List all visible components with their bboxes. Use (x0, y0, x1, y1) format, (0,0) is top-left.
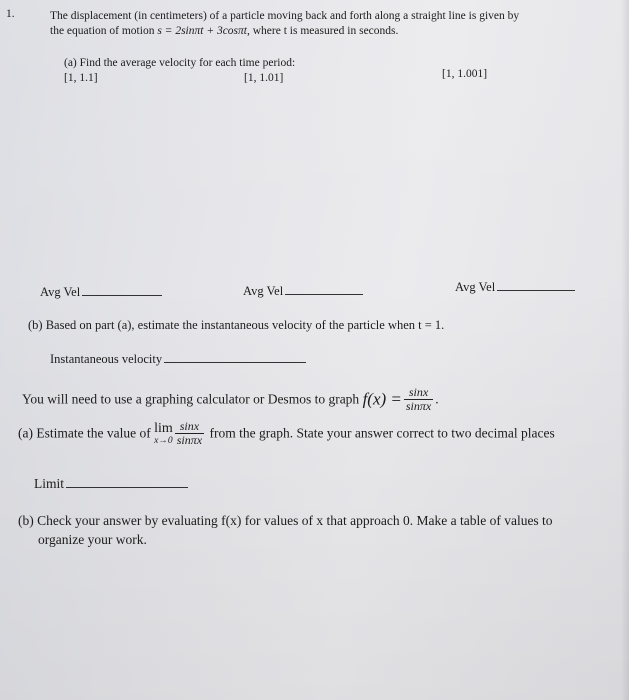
limit-numerator: sinx (175, 420, 204, 434)
limit-operator (154, 422, 173, 446)
avg-vel-2 (243, 284, 363, 299)
fraction-denominator: sinπx (405, 399, 432, 413)
problem-number: 1. (6, 8, 15, 20)
avg-vel-label: Avg Vel (40, 285, 81, 299)
avg-vel-1-blank[interactable] (82, 294, 162, 296)
sentence-period: . (435, 391, 439, 407)
stem-prefix: the equation of motion (50, 25, 158, 37)
limit-denominator: sinπx (176, 433, 203, 447)
part-a-prefix: (a) Estimate the value of (18, 425, 155, 441)
motion-equation: s = 2sinπt + 3cosπt (157, 25, 247, 37)
part-b2-line1: (b) Check your answer by evaluating f(x) for values of x that approach 0. Make a table of values to (18, 513, 553, 528)
limit-label: Limit (34, 476, 64, 491)
interval-3: [1, 1.001] (442, 68, 488, 80)
function-fraction (404, 386, 433, 413)
lim-subscript: x→0 (154, 435, 173, 446)
inst-vel-label: Instantaneous velocity (50, 352, 163, 366)
part-b2-line2: organize your work. (38, 532, 147, 547)
avg-vel-3-blank[interactable] (497, 289, 575, 291)
avg-vel-1 (40, 285, 162, 300)
limit-fraction (175, 420, 204, 447)
part-a-label: (a) Find the average velocity for each time period: (64, 57, 296, 69)
fraction-numerator: sinx (404, 386, 433, 400)
interval-1: [1, 1.1] (64, 72, 98, 84)
page-edge-shadow (621, 0, 629, 700)
instantaneous-velocity (50, 352, 306, 367)
part-a-limit (18, 420, 555, 447)
stem-suffix: , where t is measured in seconds. (247, 25, 399, 37)
interval-2: [1, 1.01] (244, 72, 284, 84)
part-b-text: (b) Based on part (a), estimate the instantaneous velocity of the particle when t = 1. (28, 318, 445, 332)
avg-vel-label: Avg Vel (455, 280, 496, 294)
problem-stem-line1: The displacement (in centimeters) of a particle moving back and forth along a straight line is given by (50, 10, 520, 22)
function-label: f(x) = (362, 389, 402, 409)
avg-vel-3 (455, 280, 575, 295)
part-a-suffix: from the graph. State your answer correct to two decimal places (206, 425, 555, 441)
graph-intro: You will need to use a graphing calculator or Desmos to graph (22, 391, 363, 407)
limit-blank[interactable] (66, 486, 188, 488)
graph-instruction (22, 386, 439, 413)
limit-answer (34, 476, 188, 492)
inst-vel-blank[interactable] (164, 361, 306, 363)
problem-stem-line2 (50, 25, 398, 37)
avg-vel-2-blank[interactable] (285, 293, 363, 295)
avg-vel-label: Avg Vel (243, 284, 284, 298)
lim-word: lim (154, 420, 173, 436)
